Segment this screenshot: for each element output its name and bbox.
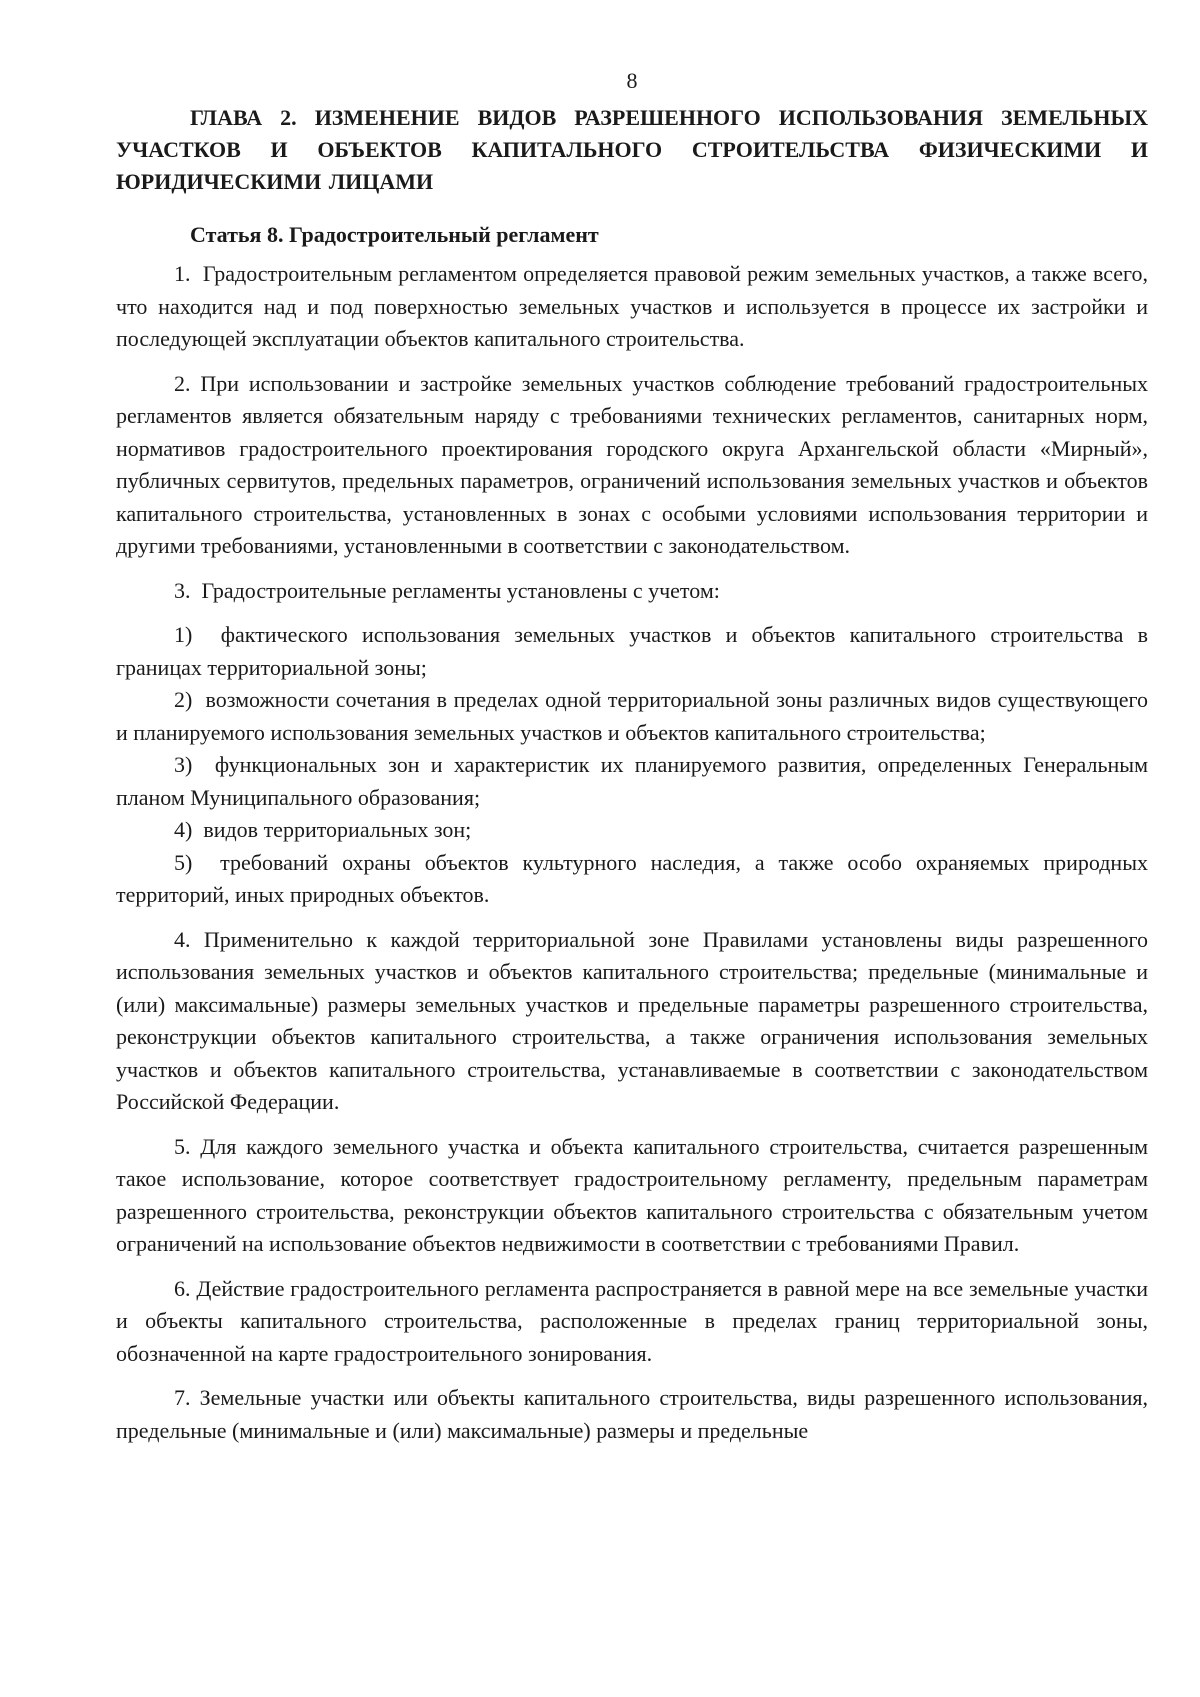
paragraph-1: 1. Градостроительным регламентом определяется правовой режим земельных участков, а также всего, что находится над и под поверхностью земельных участков и используется в процессе их застройки и последующей эксплуатации объектов капитального строительства. — [116, 261, 1148, 351]
paragraph-2: 2. При использовании и застройке земельных участков соблюдение требований градостроительных регламентов является обязательным наряду с требованиями технических регламентов, санитарных норм, нормативов градостроительного проектирования городского округа Архангельской области «Мирный», публичных сервитутов, предельных параметров, ограничений использования земельных участков и объектов капитального строительства, установленных в зонах с особыми условиями использования территории и другими требованиями, установленными в соответствии с законодательством. — [116, 370, 1148, 558]
paragraph-6: 6. Действие градостроительного регламента распространяется в равной мере на все земельные участки и объекты капитального строительства, расположенные в пределах границ территориальной зоны, обозначенной на карте градостроительного зонирования. — [116, 1275, 1148, 1366]
paragraph-5: 5. Для каждого земельного участка и объекта капитального строительства, считается разрешенным такое использование, которое соответствует градостроительному регламенту, предельным параметрам разрешенного строительства, реконструкции объектов капитального строительства с обязательным учетом ограничений на использование объектов недвижимости в соответствии с требованиями Правил. — [116, 1133, 1148, 1256]
list-item: 4) видов территориальных зон; — [174, 817, 472, 842]
document-page — [116, 66, 1148, 1459]
paragraph-4: 4. Применительно к каждой территориальной зоне Правилами установлены виды разрешенного использования земельных участков и объектов капитального строительства; предельные (минимальные и (или) максимальные) размеры земельных участков и предельные параметры разрешенного строительства, реконструкции объектов капитального строительства, а также ограничения использования земельных участков и объектов капитального строительства, устанавливаемые в соответствии с законодательством Российской Федерации. — [116, 926, 1148, 1114]
paragraph-3: 3. Градостроительные регламенты установлены с учетом: — [174, 577, 720, 603]
list-item: 3) функциональных зон и характеристик их планируемого развития, определенных Генеральным планом Муниципального образования; — [116, 752, 1148, 810]
list-item: 2) возможности сочетания в пределах одной территориальной зоны различных видов существующего и планируемого использования земельных участков и объектов капитального строительства; — [116, 687, 1148, 745]
chapter-title: ГЛАВА 2. ИЗМЕНЕНИЕ ВИДОВ РАЗРЕШЕННОГО ИСПОЛЬЗОВАНИЯ ЗЕМЕЛЬНЫХ УЧАСТКОВ И ОБЪЕКТОВ КАПИТАЛЬНОГО СТРОИТЕЛЬСТВА ФИЗИЧЕСКИМИ И ЮРИДИЧЕСКИМИ ЛИЦАМИ — [116, 105, 1148, 194]
list-item: 5) требований охраны объектов культурного наследия, а также особо охраняемых природных территорий, иных природных объектов. — [116, 849, 1148, 907]
list-item: 1) фактического использования земельных участков и объектов капитального строительства в границах территориальной зоны; — [116, 622, 1148, 680]
paragraph-7: 7. Земельные участки или объекты капитального строительства, виды разрешенного использования, предельные (минимальные и (или) максимальные) размеры и предельные — [116, 1385, 1148, 1443]
article-title: Статья 8. Градостроительный регламент — [190, 222, 599, 247]
page-number: 8 — [626, 68, 638, 93]
